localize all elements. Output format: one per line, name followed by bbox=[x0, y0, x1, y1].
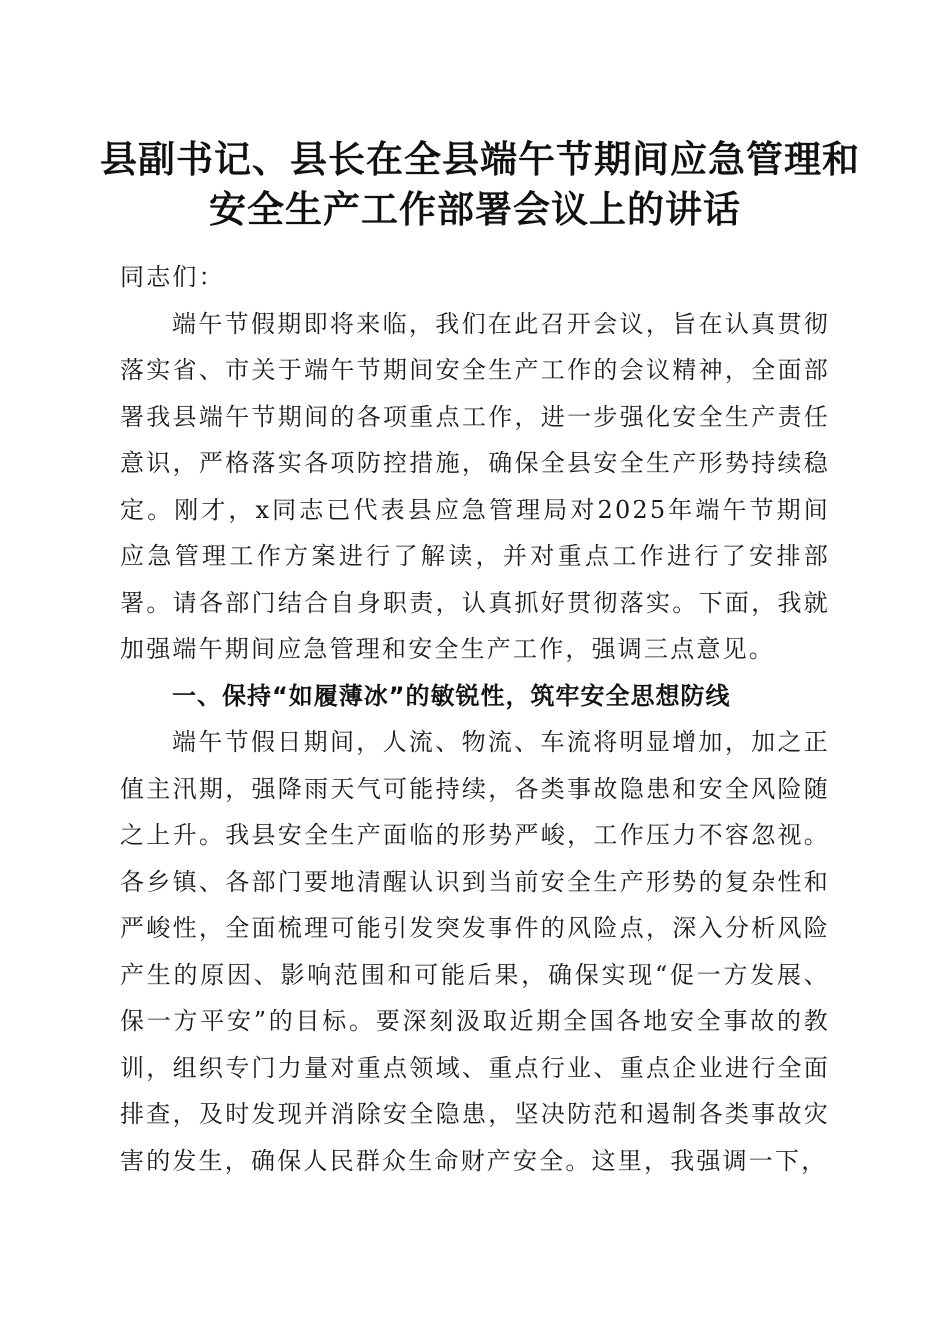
title-line-2: 安全生产工作部署会议上的讲话 bbox=[209, 187, 741, 231]
document-body bbox=[120, 254, 830, 1184]
salutation: 同志们： bbox=[120, 263, 225, 291]
section-heading-1: 一、保持“如履薄冰”的敏锐性，筑牢安全思想防线 bbox=[172, 681, 731, 710]
paragraph-intro: 端午节假期即将来临，我们在此召开会议，旨在认真贯彻落实省、市关于端午节期间安全生产工作的会议精神，全面部署我县端午节期间的各项重点工作，进一步强化安全生产责任意识，严格落实各项防控措施，确保全县安全生产形势持续稳定。刚才，x同志已代表县应急管理局对2025年端午节期间应急管理工作方案进行了解读，并对重点工作进行了安排部署。请各部门结合自身职责，认真抓好贯彻落实。下面，我就加强端午期间应急管理和安全生产工作，强调三点意见。 bbox=[120, 309, 830, 663]
document-title bbox=[100, 134, 860, 234]
paragraph-section-1: 端午节假日期间，人流、物流、车流将明显增加，加之正值主汛期，强降雨天气可能持续，各类事故隐患和安全风险随之上升。我县安全生产面临的形势严峻，工作压力不容忽视。各乡镇、各部门要地清醒认识到当前安全生产形势的复杂性和严峻性，全面梳理可能引发突发事件的风险点，深入分析风险产生的原因、影响范围和可能后果，确保实现“促一方发展、保一方平安”的目标。要深刻汲取近期全国各地安全事故的教训，组织专门力量对重点领域、重点行业、重点企业进行全面排查，及时发现并消除安全隐患，坚决防范和遏制各类事故灾害的发生，确保人民群众生命财产安全。这里，我强调一下， bbox=[120, 728, 830, 1175]
title-line-1: 县副书记、县长在全县端午节期间应急管理和 bbox=[100, 137, 860, 181]
